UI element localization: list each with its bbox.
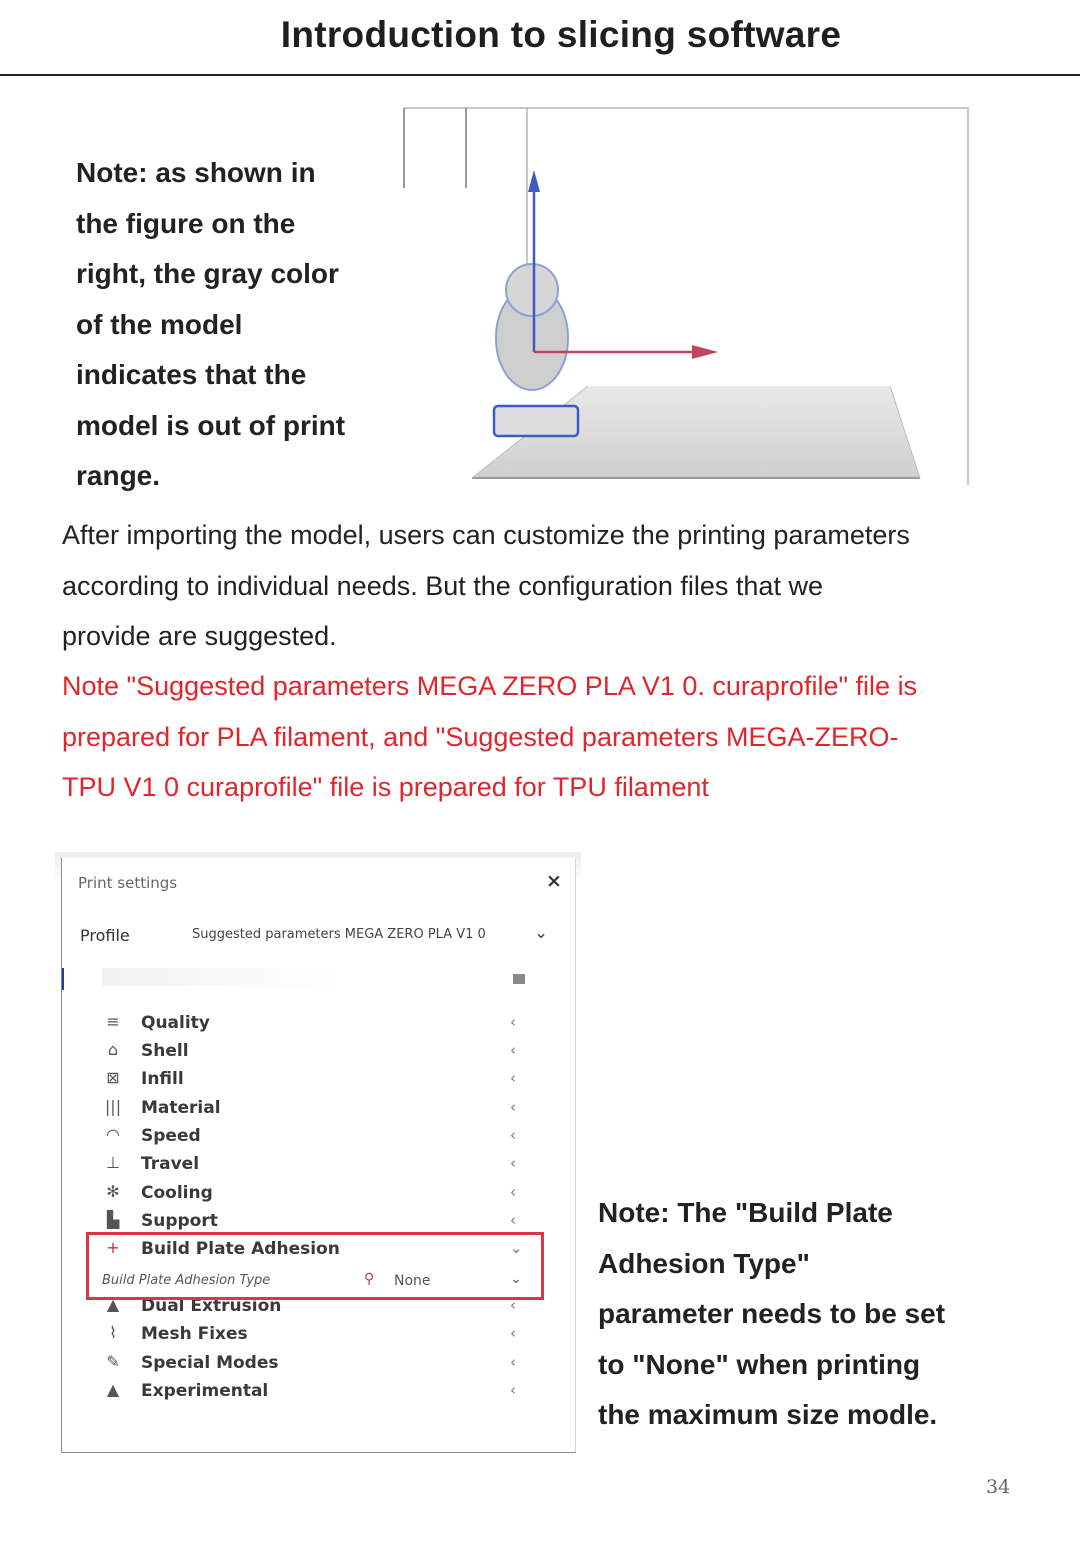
category-label: Support bbox=[141, 1211, 218, 1231]
paragraph-line: provide are suggested. bbox=[62, 621, 337, 651]
category-label: Special Modes bbox=[141, 1353, 279, 1373]
dual-extrusion-icon: ▲ bbox=[106, 1295, 120, 1314]
category-label: Material bbox=[141, 1098, 221, 1118]
category-label: Travel bbox=[141, 1154, 200, 1174]
paragraph-line: Note "Suggested parameters MEGA ZERO PLA V1 0. curaprofile" file is bbox=[62, 671, 918, 701]
model-out-of-range-note bbox=[76, 148, 386, 502]
category-mesh-fixes[interactable] bbox=[62, 1321, 575, 1349]
chevron-left-icon: ‹ bbox=[510, 1324, 516, 1342]
category-travel[interactable] bbox=[62, 1151, 575, 1179]
chevron-left-icon: ‹ bbox=[510, 1211, 516, 1229]
paragraph-line: according to individual needs. But the configuration files that we bbox=[62, 570, 823, 601]
profile-selector[interactable] bbox=[62, 916, 575, 956]
setting-value: None bbox=[394, 1273, 431, 1289]
chevron-left-icon: ‹ bbox=[510, 1183, 516, 1201]
infill-icon: ⊠ bbox=[106, 1068, 120, 1087]
note-line: Note: The "Build Plate bbox=[598, 1197, 893, 1228]
note-line: Note: as shown in bbox=[76, 157, 316, 188]
paragraph-line: prepared for PLA filament, and "Suggested parameters MEGA-ZERO- bbox=[62, 721, 899, 752]
category-speed[interactable] bbox=[62, 1123, 575, 1151]
note-line: Adhesion Type" bbox=[598, 1247, 810, 1279]
category-label: Dual Extrusion bbox=[141, 1296, 282, 1316]
chevron-down-icon: ⌄ bbox=[510, 1239, 523, 1257]
settings-menu-icon[interactable] bbox=[513, 974, 525, 984]
chevron-down-icon: ⌄ bbox=[510, 1271, 522, 1287]
category-label: Build Plate Adhesion bbox=[141, 1239, 340, 1259]
special-modes-icon: ✎ bbox=[106, 1352, 120, 1371]
print-settings-panel bbox=[61, 858, 576, 1453]
profile-label: Profile bbox=[80, 926, 130, 945]
note-line: indicates that the bbox=[76, 359, 307, 390]
category-label: Cooling bbox=[141, 1183, 213, 1203]
close-icon[interactable]: × bbox=[546, 870, 562, 892]
category-label: Shell bbox=[141, 1041, 189, 1061]
experimental-icon: ▲ bbox=[106, 1380, 120, 1399]
category-shell[interactable] bbox=[62, 1038, 575, 1066]
travel-icon: ⊥ bbox=[106, 1153, 120, 1172]
note-line: model is out of print bbox=[76, 409, 346, 441]
cooling-icon: ✻ bbox=[106, 1182, 120, 1201]
chevron-left-icon: ‹ bbox=[510, 1098, 516, 1116]
profile-value: Suggested parameters MEGA ZERO PLA V1 0 bbox=[192, 927, 486, 942]
chevron-left-icon: ‹ bbox=[510, 1069, 516, 1087]
chevron-left-icon: ‹ bbox=[510, 1126, 516, 1144]
adhesion-highlight-box bbox=[86, 1232, 544, 1300]
chevron-left-icon: ‹ bbox=[510, 1041, 516, 1059]
model-out-of-range-figure bbox=[380, 100, 980, 500]
material-icon: ||| bbox=[104, 1097, 122, 1116]
header-divider bbox=[0, 74, 1080, 76]
shell-icon: ⌂ bbox=[107, 1040, 119, 1059]
note-line: to "None" when printing bbox=[598, 1348, 921, 1380]
mesh-fixes-icon: ⌇ bbox=[109, 1323, 117, 1342]
note-line: the figure on the bbox=[76, 207, 296, 239]
category-quality[interactable] bbox=[62, 1010, 575, 1038]
note-line: right, the gray color bbox=[76, 258, 339, 289]
chevron-left-icon: ‹ bbox=[510, 1381, 516, 1399]
page-number: 34 bbox=[986, 1476, 1011, 1498]
support-icon: ▙ bbox=[106, 1210, 120, 1229]
note-line: parameter needs to be set bbox=[598, 1298, 946, 1329]
note-line: of the model bbox=[76, 308, 243, 340]
category-label: Experimental bbox=[141, 1381, 269, 1401]
intro-paragraph bbox=[62, 510, 1062, 662]
profile-files-note bbox=[62, 661, 1062, 813]
note-line: range. bbox=[76, 460, 161, 491]
category-infill[interactable] bbox=[62, 1066, 575, 1094]
category-material[interactable] bbox=[62, 1095, 575, 1123]
chevron-left-icon: ‹ bbox=[510, 1353, 516, 1371]
category-label: Speed bbox=[141, 1126, 201, 1146]
page-title: Introduction to slicing software bbox=[280, 14, 842, 55]
paragraph-line: After importing the model, users can customize the printing parameters bbox=[62, 520, 910, 550]
adhesion-icon: + bbox=[106, 1238, 120, 1257]
note-line: the maximum size modle. bbox=[598, 1399, 938, 1430]
speed-icon: ◠ bbox=[106, 1125, 120, 1144]
panel-title: Print settings bbox=[78, 874, 178, 892]
chevron-left-icon: ‹ bbox=[510, 1296, 516, 1314]
link-icon: ⚲ bbox=[364, 1271, 375, 1287]
category-experimental[interactable] bbox=[62, 1378, 575, 1406]
chevron-left-icon: ‹ bbox=[510, 1013, 516, 1031]
paragraph-line: TPU V1 0 curaprofile" file is prepared for TPU filament bbox=[62, 772, 709, 802]
setting-label: Build Plate Adhesion Type bbox=[102, 1273, 271, 1288]
category-label: Infill bbox=[141, 1069, 184, 1089]
category-special-modes[interactable] bbox=[62, 1350, 575, 1378]
category-cooling[interactable] bbox=[62, 1180, 575, 1208]
search-input[interactable] bbox=[102, 968, 502, 986]
chevron-down-icon: ⌄ bbox=[534, 923, 549, 943]
chevron-left-icon: ‹ bbox=[510, 1154, 516, 1172]
category-label: Mesh Fixes bbox=[141, 1324, 248, 1344]
quality-icon: ≡ bbox=[106, 1012, 120, 1031]
category-label: Quality bbox=[141, 1013, 210, 1033]
selection-indicator bbox=[62, 968, 64, 990]
adhesion-type-note bbox=[598, 1188, 1018, 1441]
